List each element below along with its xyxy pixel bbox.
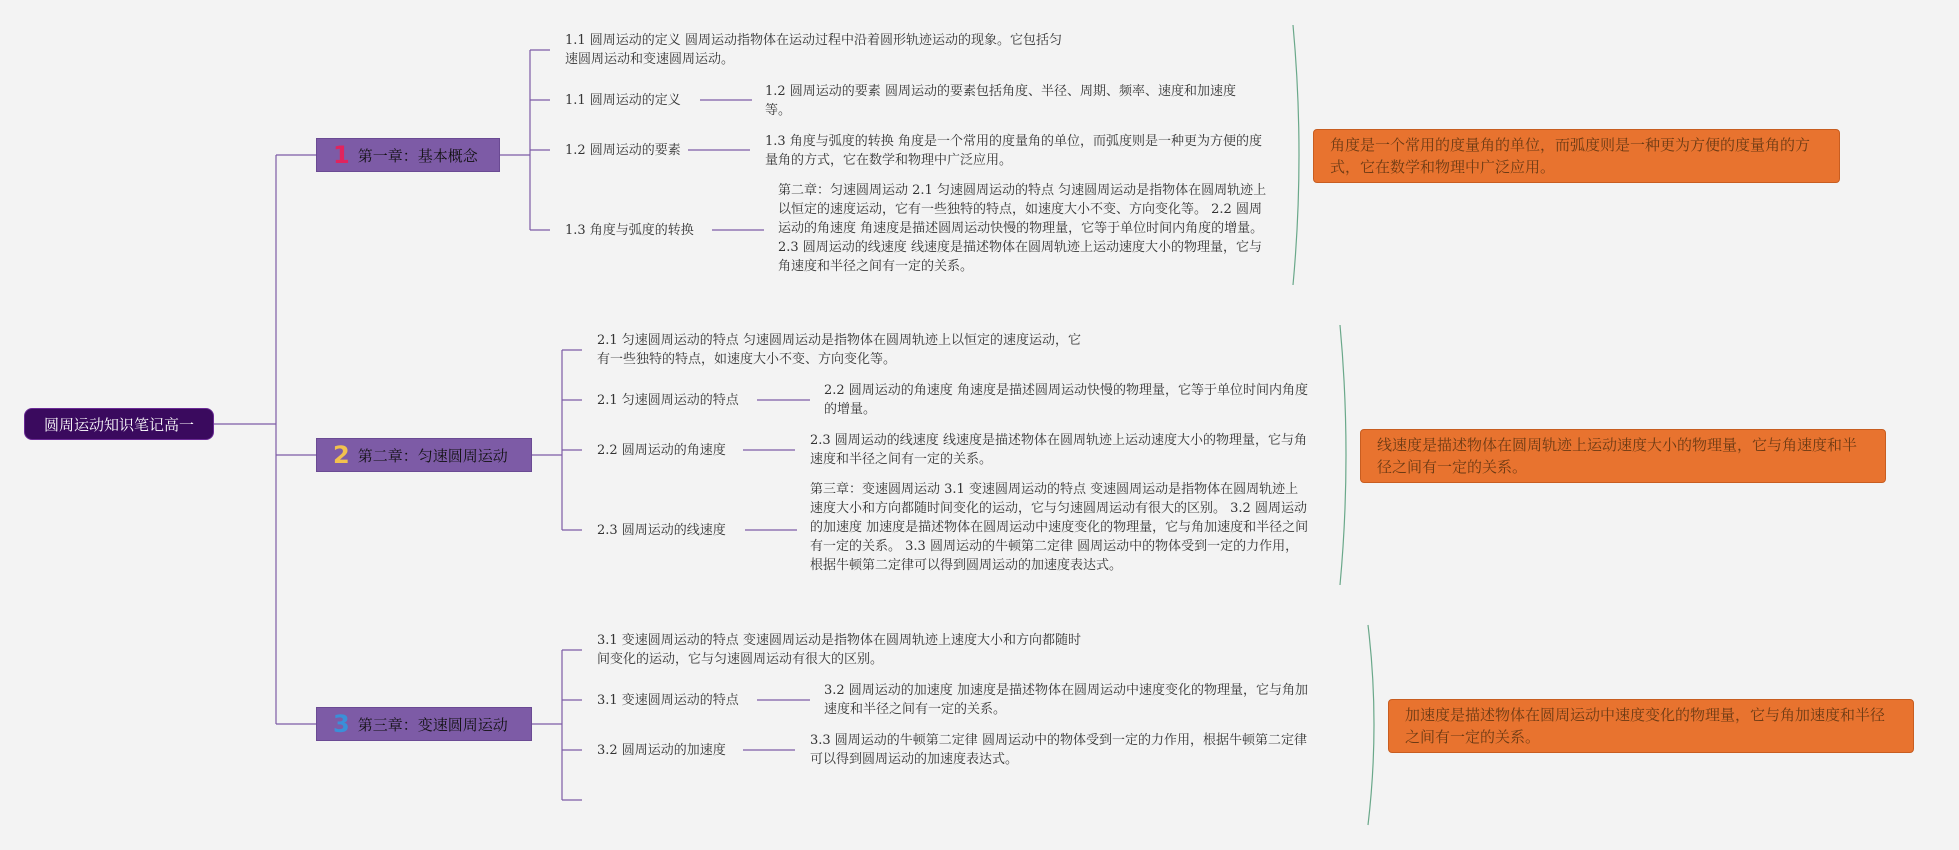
chapter-1-detail-3[interactable]: 第二章：匀速圆周运动 2.1 匀速圆周运动的特点 匀速圆周运动是指物体在圆周轨迹上以恒定的速度运动，它有一些独特的特点，如速度大小不变、方向变化等。 2.2 圆周运动的角速度 角速度是描述圆周运动快慢的物理量，它等于单位时间内角度的增量。 2.3 圆周运动的线速度 线速度是描述物体在圆周轨迹上运动速度大小的物理量，它与角速度和半径之间有一定的关系。 [778, 183, 1267, 274]
chapter-1-item-1[interactable]: 1.1 圆周运动的定义 [565, 93, 681, 108]
root-topic[interactable] [24, 408, 214, 440]
chapter-1-item-3[interactable]: 1.3 角度与弧度的转换 [565, 223, 694, 238]
chapter-1-summary-note[interactable]: 角度是一个常用的度量角的单位，而弧度则是一种更为方便的度量角的方式，它在数学和物理中广泛应用。 [1313, 129, 1840, 183]
chapter-1-label: 第一章：基本概念 [357, 146, 478, 165]
chapter-2-item-3[interactable]: 2.3 圆周运动的线速度 [597, 523, 726, 538]
chapter-2-detail-1[interactable]: 2.2 圆周运动的角速度 角速度是描述圆周运动快慢的物理量，它等于单位时间内角度的增量。 [824, 383, 1308, 417]
chapter-2-detail-2[interactable]: 2.3 圆周运动的线速度 线速度是描述物体在圆周轨迹上运动速度大小的物理量，它与角速度和半径之间有一定的关系。 [810, 433, 1307, 467]
chapter-3-item-1[interactable]: 3.1 变速圆周运动的特点 [597, 693, 739, 708]
chapter-2-intro[interactable]: 2.1 匀速圆周运动的特点 匀速圆周运动是指物体在圆周轨迹上以恒定的速度运动，它有一些独特的特点，如速度大小不变、方向变化等。 [597, 333, 1081, 367]
chapter-3-summary-note[interactable]: 加速度是描述物体在圆周运动中速度变化的物理量，它与角加速度和半径之间有一定的关系。 [1388, 699, 1914, 753]
chapter-2-item-2[interactable]: 2.2 圆周运动的角速度 [597, 443, 726, 458]
chapter-3-intro[interactable]: 3.1 变速圆周运动的特点 变速圆周运动是指物体在圆周轨迹上速度大小和方向都随时间变化的运动，它与匀速圆周运动有很大的区别。 [597, 633, 1081, 667]
chapter-2-node[interactable] [316, 438, 532, 472]
chapter-3-detail-2[interactable]: 3.3 圆周运动的牛顿第二定律 圆周运动中的物体受到一定的力作用，根据牛顿第二定律可以得到圆周运动的加速度表达式。 [810, 733, 1307, 767]
chapter-3-label: 第三章：变速圆周运动 [357, 715, 508, 734]
chapter-1-number: 1 [333, 141, 350, 169]
chapter-3-number: 3 [333, 710, 350, 738]
chapter-1-item-2[interactable]: 1.2 圆周运动的要素 [565, 143, 681, 158]
chapter-1-intro[interactable]: 1.1 圆周运动的定义 圆周运动指物体在运动过程中沿着圆形轨迹运动的现象。它包括匀速圆周运动和变速圆周运动。 [565, 33, 1062, 67]
chapter-1-node[interactable] [316, 138, 500, 172]
chapter-3-node[interactable] [316, 707, 532, 741]
chapter-2-item-1[interactable]: 2.1 匀速圆周运动的特点 [597, 393, 739, 408]
root-topic-label: 圆周运动知识笔记高一 [43, 416, 194, 434]
chapter-3-detail-1[interactable]: 3.2 圆周运动的加速度 加速度是描述物体在圆周运动中速度变化的物理量，它与角加速度和半径之间有一定的关系。 [824, 683, 1308, 717]
chapter-3-item-2[interactable]: 3.2 圆周运动的加速度 [597, 743, 726, 758]
chapter-1-detail-2[interactable]: 1.3 角度与弧度的转换 角度是一个常用的度量角的单位，而弧度则是一种更为方便的度量角的方式，它在数学和物理中广泛应用。 [765, 134, 1262, 168]
chapter-2-detail-3[interactable]: 第三章：变速圆周运动 3.1 变速圆周运动的特点 变速圆周运动是指物体在圆周轨迹上速度大小和方向都随时间变化的运动，它与匀速圆周运动有很大的区别。 3.2 圆周运动的加速度 加速度是描述物体在圆周运动中速度变化的物理量，它与角加速度和半径之间有一定的关系。 3.3 圆周运动的牛顿第二定律 圆周运动中的物体受到一定的力作用，根据牛顿第二定律可以得到圆周运动的加速度表达式。 [810, 482, 1309, 573]
chapter-2-label: 第二章：匀速圆周运动 [357, 446, 508, 465]
chapter-2-number: 2 [333, 441, 350, 469]
chapter-2-summary-note[interactable]: 线速度是描述物体在圆周轨迹上运动速度大小的物理量，它与角速度和半径之间有一定的关系。 [1360, 429, 1886, 483]
chapter-1-detail-1[interactable]: 1.2 圆周运动的要素 圆周运动的要素包括角度、半径、周期、频率、速度和加速度等。 [765, 84, 1236, 118]
